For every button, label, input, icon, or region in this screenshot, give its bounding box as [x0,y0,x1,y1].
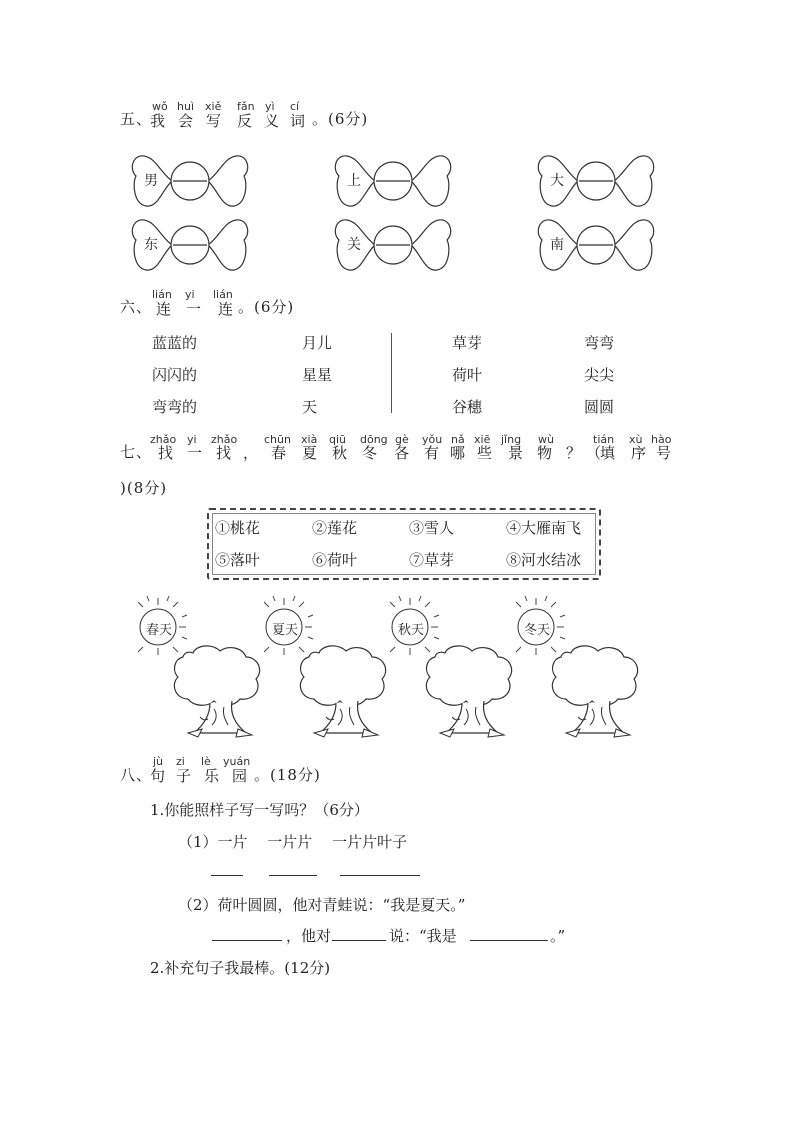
season-tree[interactable] [264,595,404,745]
hanzi: ？ [566,444,582,462]
pinyin: gè [395,433,409,446]
hanzi: 夏 [302,444,318,462]
q1c-text: 。” [550,927,566,945]
season-label: 夏天 [272,623,299,638]
pinyin: xiē [474,433,491,446]
question-1: 1.你能照样子写一写吗？（6分） [150,801,369,819]
sec7-prefix: 七、 [120,443,153,461]
answer-blank[interactable] [211,875,243,876]
q1c-text: 说：“我是 [389,927,457,945]
pinyin: dōng [360,433,388,446]
hanzi: 哪 [450,444,466,462]
hanzi: 句 [150,767,166,785]
tree-icon [516,595,656,745]
hanzi: 找 [158,444,174,462]
match-word[interactable]: 弯弯 [584,334,615,352]
antonym-bow[interactable] [130,214,250,276]
hanzi: 些 [477,444,493,462]
match-word[interactable]: 月儿 [302,334,333,352]
tree-icon [264,595,404,745]
sec5-prefix: 五、 [120,110,153,128]
season-label: 春天 [146,623,173,638]
pinyin: nǎ [451,433,465,446]
hanzi: 连 [156,300,172,318]
hanzi: 有 [424,444,440,462]
tree-icon [138,595,278,745]
match-word[interactable]: 谷穗 [452,398,483,416]
antonym-bow[interactable] [536,150,656,212]
bow-word: 东 [144,237,158,253]
pinyin: qiū [329,433,347,446]
match-word[interactable]: 弯弯的 [152,398,198,416]
pinyin: tián [593,433,615,446]
pinyin: lián [213,288,233,301]
match-word[interactable]: 蓝蓝的 [152,334,198,352]
option: ⑥荷叶 [312,551,358,569]
match-word[interactable]: 圆圆 [584,398,615,416]
pinyin: xiě [205,100,222,113]
hanzi: 反 [237,112,253,130]
sec6-prefix: 六、 [120,298,153,316]
pinyin: zhǎo [150,433,177,446]
hanzi: 一 [186,300,202,318]
hanzi: 秋 [332,444,348,462]
antonym-bow[interactable] [333,214,453,276]
option: ③雪人 [409,519,455,537]
bow-word: 南 [550,237,564,253]
answer-blank[interactable] [269,875,317,876]
pinyin: yǒu [422,433,443,446]
bow-word: 上 [347,173,361,189]
option: ②莲花 [312,519,358,537]
answer-blank[interactable] [332,940,386,941]
pinyin: fǎn [237,100,255,113]
sec6-score: 。(6分) [238,298,295,316]
hanzi: 乐 [204,767,220,785]
pinyin: zi [176,755,185,768]
q1c-text: ，他对 [286,927,332,945]
hanzi: 春 [271,444,287,462]
bow-word: 大 [550,173,564,189]
season-label: 冬天 [524,623,551,638]
option: ⑦草芽 [409,551,455,569]
pinyin: lè [201,755,211,768]
pinyin: xià [301,433,318,446]
question-2: 2.补充句子我最棒。(12分) [150,959,331,977]
pinyin: huì [177,100,194,113]
option: ⑧河水结冰 [506,551,582,569]
hanzi: ， [243,444,259,462]
hanzi: 一 [187,444,203,462]
hanzi: 填 [600,444,616,462]
pinyin: jù [153,755,164,768]
option: ①桃花 [215,519,261,537]
tree-icon [390,595,530,745]
hanzi: 冬 [362,444,378,462]
match-word[interactable]: 天 [302,398,318,416]
sec7-score: )(8分) [120,479,168,497]
antonym-bow[interactable] [130,150,250,212]
hanzi: 序 [631,444,647,462]
antonym-bow[interactable] [333,150,453,212]
question-1b: （2）荷叶圆圆，他对青蛙说：“我是夏天。” [178,896,466,914]
pinyin: wù [538,433,554,446]
hanzi: 景 [508,444,524,462]
pinyin: yuán [223,755,251,768]
pinyin: yì [265,100,275,113]
hanzi: 找 [216,444,232,462]
answer-blank[interactable] [470,940,548,941]
pinyin: lián [152,288,172,301]
hanzi: 写 [206,112,222,130]
hanzi: 义 [264,112,280,130]
hanzi: 词 [290,112,306,130]
match-word[interactable]: 草芽 [452,334,483,352]
pinyin: hào [651,433,672,446]
hanzi: 物 [537,444,553,462]
answer-blank[interactable] [340,875,420,876]
season-tree[interactable] [138,595,278,745]
bow-word: 男 [144,173,158,189]
match-word[interactable]: 闪闪的 [152,366,198,384]
season-tree[interactable] [516,595,656,745]
pinyin: xù [629,433,643,446]
hanzi: 号 [656,444,672,462]
bow-word: 关 [347,237,361,253]
sec5-score: 。(6分) [312,110,369,128]
match-word[interactable]: 星星 [302,366,333,384]
hanzi: 会 [178,112,194,130]
pinyin: zhǎo [211,433,238,446]
match-word[interactable]: 尖尖 [584,366,615,384]
pinyin: chūn [264,433,291,446]
hanzi: 子 [176,767,192,785]
option: ④大雁南飞 [506,519,582,537]
pinyin: yi [185,288,195,301]
season-label: 秋天 [398,623,425,638]
hanzi: 园 [232,767,248,785]
sec8-score: 。(18分) [254,766,321,784]
pinyin: wǒ [152,100,168,113]
hanzi: 各 [394,444,410,462]
answer-blank[interactable] [212,940,282,941]
sec8-prefix: 八、 [120,766,153,784]
pinyin: jǐng [501,433,522,446]
option: ⑤落叶 [215,551,261,569]
hanzi: 连 [218,300,234,318]
divider [391,333,392,413]
hanzi: 我 [150,112,166,130]
antonym-bow[interactable] [536,214,656,276]
match-word[interactable]: 荷叶 [452,366,483,384]
question-1a: （1）一片 一片片 一片片叶子 [178,833,408,851]
pinyin: yi [187,433,197,446]
hanzi: （ [586,444,602,462]
pinyin: cí [290,100,300,113]
season-tree[interactable] [390,595,530,745]
